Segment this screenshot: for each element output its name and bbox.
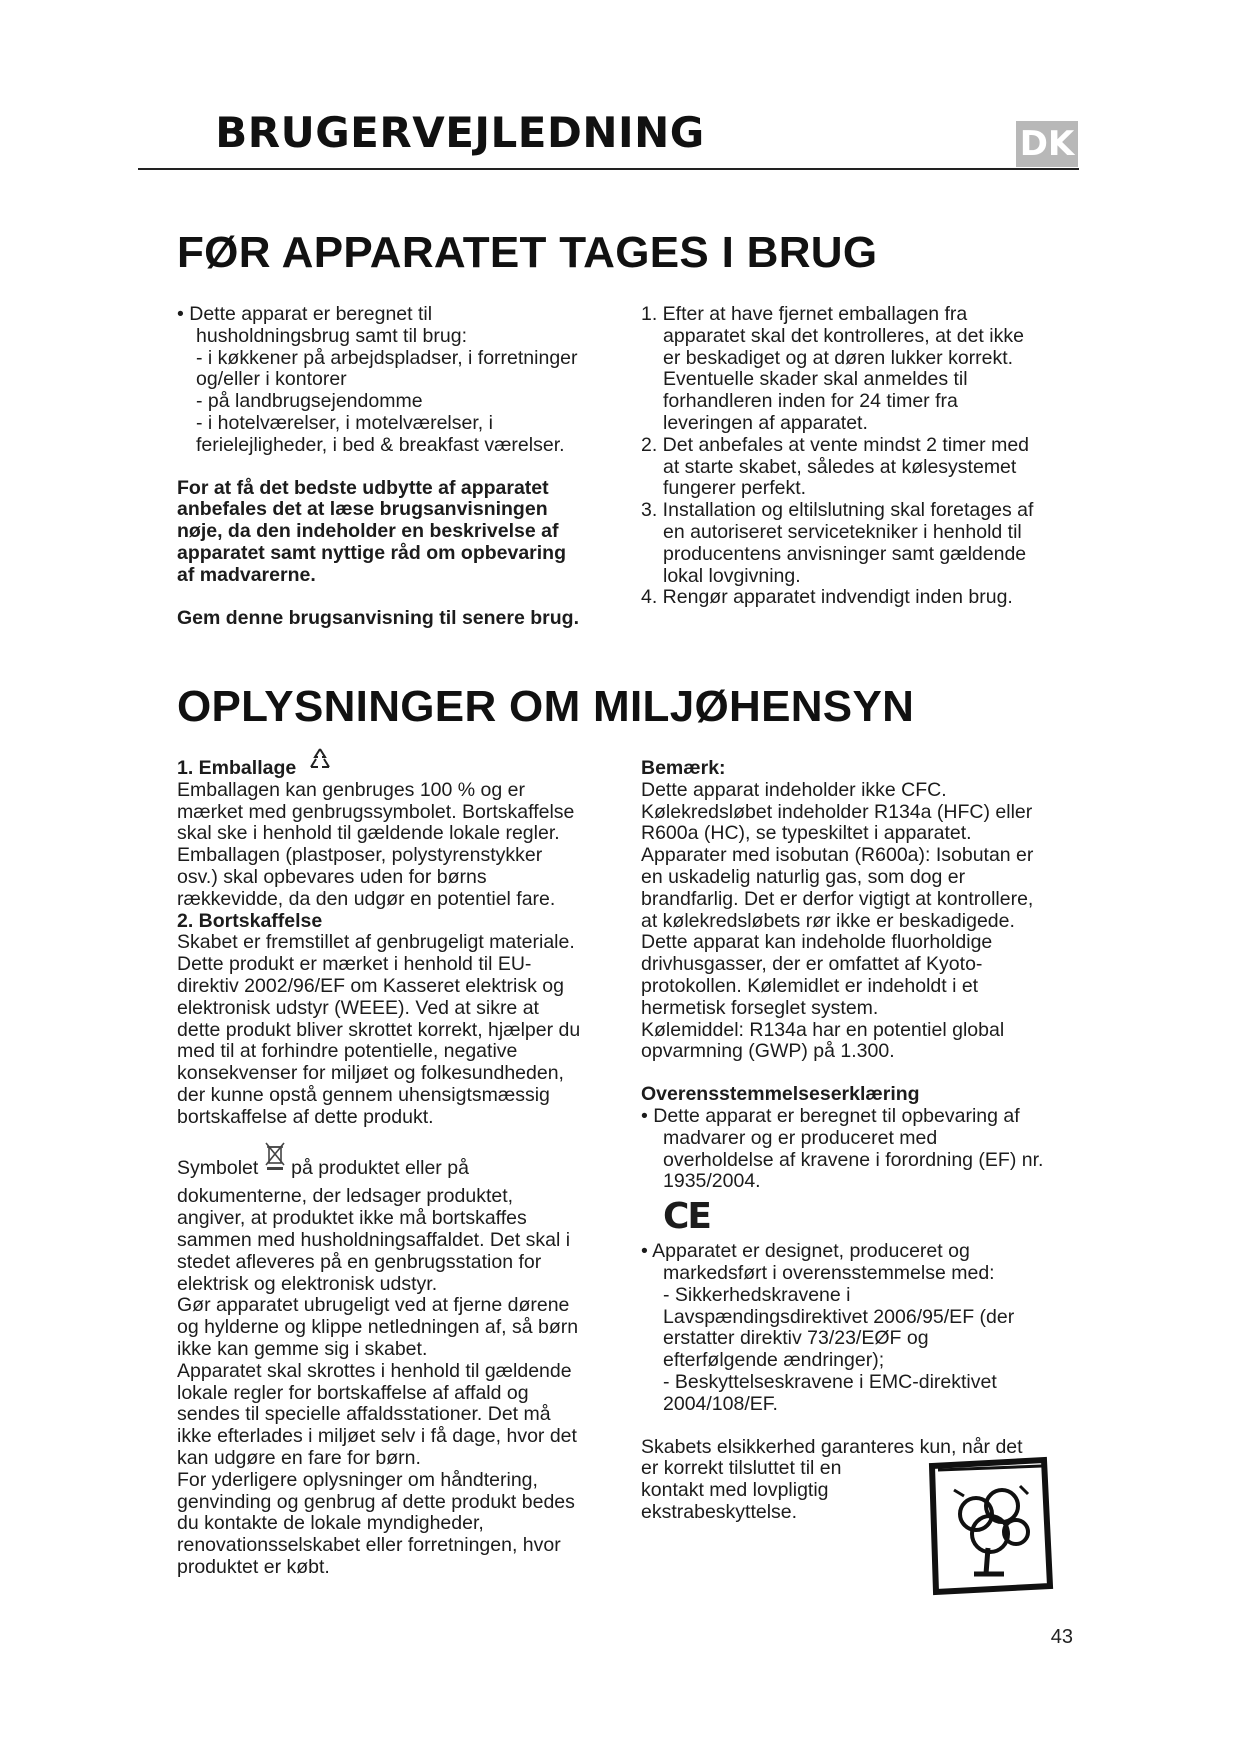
usage-line: husholdningsbrug samt til brug: [196, 324, 467, 347]
conformity-line: 1935/2004. [663, 1170, 761, 1193]
section2-left-column [177, 758, 617, 1579]
note-line: Apparater med isobutan (R600a): Isobutan er [641, 844, 1034, 867]
disposal-line: bortskaffelse af dette produkt. [177, 1105, 434, 1128]
item-line: at starte skabet, således at kølesystemet [663, 455, 1017, 478]
item-line: 4. Rengør apparatet indvendigt inden brug. [641, 586, 1013, 609]
note-line: Kølemiddel: R134a har en potentiel global [641, 1018, 1005, 1041]
symbol-line: Gør apparatet ubrugeligt ved at fjerne dørene [177, 1294, 570, 1317]
item-line: apparatet skal det kontrolleres, at det ikke [663, 324, 1024, 347]
conformity-line: madvarer og er produceret med [663, 1126, 938, 1149]
packaging-line: mærket med genbrugssymbolet. Bortskaffelse [177, 800, 575, 823]
conformity-line: markedsført i overensstemmelse med: [663, 1261, 995, 1284]
symbol-line: ikke efterlades i miljøet selv i få dage, hvor det [177, 1425, 577, 1448]
conformity-line: • Apparatet er designet, produceret og [641, 1240, 970, 1263]
usage-line: ferielejligheder, i bed & breakfast værelser. [196, 433, 565, 456]
usage-list [177, 326, 617, 457]
item-line: er beskadiget og at døren lukker korrekt. [663, 346, 1014, 369]
recommendation-line: af madvarerne. [177, 563, 316, 586]
symbol-line: elektrisk og elektronisk udstyr. [177, 1272, 438, 1295]
symbol-line: ikke kan gemme sig i skabet. [177, 1337, 428, 1360]
safety-line: ekstrabeskyttelse. [641, 1500, 798, 1523]
disposal-line: elektronisk udstyr (WEEE). Ved at sikre at [177, 996, 539, 1019]
note-line: Dette apparat kan indeholde fluorholdige [641, 931, 993, 954]
item-line: forhandleren inden for 24 timer fra [663, 390, 958, 413]
disposal-line: Dette produkt er mærket i henhold til EU- [177, 953, 532, 976]
safety-line: Skabets elsikkerhed garanteres kun, når det [641, 1435, 1023, 1458]
symbol-line: angiver, at produktet ikke må bortskaffes [177, 1207, 527, 1230]
header-divider [138, 168, 1079, 170]
note-line: Kølekredsløbet indeholder R134a (HFC) eller [641, 800, 1033, 823]
packaging-line: Emballagen kan genbruges 100 % og er [177, 778, 525, 801]
symbol-post-text: på produktet eller på [291, 1156, 469, 1179]
item-line: leveringen af apparatet. [663, 411, 868, 434]
note-line: opvarmning (GWP) på 1.300. [641, 1040, 895, 1063]
intro-line: • Dette apparat er beregnet til [177, 303, 433, 325]
conformity-line: erstatter direktiv 73/23/EØF og [663, 1327, 929, 1350]
conformity-line: overholdelse af kravene i forordning (EF) nr. [663, 1148, 1044, 1171]
crossed-bin-icon [264, 1141, 286, 1177]
disposal-line: der kunne opstå gennem uhensigtsmæssig [177, 1083, 550, 1106]
item-line: fungerer perfekt. [663, 477, 807, 500]
recommendation-line: For at få det bedste udbytte af apparatet [177, 476, 549, 499]
conformity-line: • Dette apparat er beregnet til opbevaring af [641, 1104, 1020, 1127]
page-number: 43 [1050, 1626, 1073, 1648]
note-line: at kølekredsløbets rør ikke er beskadigede. [641, 909, 1015, 932]
symbol-pre-text: Symbolet [177, 1156, 264, 1179]
symbol-line: stedet afleveres på en genbrugsstation for [177, 1250, 542, 1273]
disposal-line: Skabet er fremstillet af genbrugeligt materiale. [177, 931, 575, 954]
conformity-line: Lavspændingsdirektivet 2006/95/EF (der [663, 1305, 1015, 1328]
packaging-heading [177, 758, 617, 780]
item-line: Eventuelle skader skal anmeldes til [663, 368, 968, 391]
symbol-line: lokale regler for bortskaffelse af affald og [177, 1381, 529, 1404]
item-line: lokal lovgivning. [663, 564, 801, 587]
disposal-line: dette produkt bliver skrottet korrekt, hjælper du [177, 1018, 581, 1041]
usage-line: - på landbrugsejendomme [196, 390, 423, 413]
note-heading: Bemærk: [641, 757, 726, 779]
conformity-heading: Overensstemmelseserklæring [641, 1083, 920, 1106]
section1-left-column [177, 304, 617, 629]
item-line: en autoriseret servicetekniker i henhold til [663, 520, 1022, 543]
note-line: R600a (HC), se typeskiltet i apparatet. [641, 822, 972, 845]
conformity-line: - Sikkerhedskravene i [663, 1283, 851, 1306]
conformity-line: efterfølgende ændringer); [663, 1349, 885, 1372]
packaging-line: skal ske i henhold til gældende lokale regler. [177, 822, 560, 845]
section1-right-column [641, 304, 1081, 609]
language-badge: DK [1016, 121, 1078, 167]
numbered-item [641, 435, 1081, 500]
safety-line: er korrekt tilsluttet til en [641, 1457, 842, 1480]
section2-right-column [641, 758, 1081, 1524]
symbol-line: sendes til specielle affaldsstationer. Det må [177, 1403, 551, 1426]
packaging-line: Emballagen (plastposer, polystyrenstykker [177, 844, 543, 867]
recycle-icon [308, 747, 332, 777]
item-line: 3. Installation og eltilslutning skal foretages af [641, 499, 1034, 522]
recommendation-line: nøje, da den indeholder en beskrivelse af [177, 520, 559, 543]
disposal-line: direktiv 2002/96/EF om Kasseret elektrisk og [177, 974, 564, 997]
disposal-line: med til at forhindre potentielle, negative [177, 1040, 518, 1063]
item-line: 2. Det anbefales at vente mindst 2 timer med [641, 433, 1030, 456]
note-line: hermetisk forseglet system. [641, 996, 879, 1019]
note-line: drivhusgasser, der er omfattet af Kyoto- [641, 953, 983, 976]
tree-stamp-icon [924, 1456, 1056, 1596]
symbol-line: For yderligere oplysninger om håndtering, [177, 1468, 538, 1491]
ce-mark-icon: CE [663, 1196, 711, 1238]
recommendation-line: anbefales det at læse brugsanvisningen [177, 498, 548, 521]
recommendation-paragraph [177, 478, 617, 587]
note-line: en uskadelig naturlig gas, som dog er [641, 865, 966, 888]
usage-line: - i hotelværelser, i motelværelser, i [196, 411, 493, 434]
recommendation-line: apparatet samt nyttige råd om opbevaring [177, 541, 567, 564]
note-line: Dette apparat indeholder ikke CFC. [641, 778, 947, 801]
section2-title: OPLYSNINGER OM MILJØHENSYN [177, 682, 915, 731]
conformity-line: 2004/108/EF. [663, 1392, 778, 1415]
symbol-line: og hylderne og klippe netledningen af, så børn [177, 1316, 579, 1339]
packaging-line: rækkevidde, da den udgør en potentiel fare. [177, 887, 556, 910]
symbol-line: du kontakte de lokale myndigheder, [177, 1512, 484, 1535]
item-line: 1. Efter at have fjernet emballagen fra [641, 303, 968, 325]
numbered-item [641, 587, 1081, 609]
symbol-line: Apparatet skal skrottes i henhold til gældende [177, 1359, 572, 1382]
usage-line: - i køkkener på arbejdspladser, i forretninger [196, 346, 578, 369]
symbol-line: kan udgøre en fare for børn. [177, 1446, 421, 1469]
symbol-line: dokumenterne, der ledsager produktet, [177, 1185, 514, 1208]
symbol-line: renovationsselskabet eller forretningen, hvor [177, 1534, 561, 1557]
conformity-line: - Beskyttelseskravene i EMC-direktivet [663, 1370, 997, 1393]
symbol-line: sammen med husholdningsaffaldet. Det skal i [177, 1228, 571, 1251]
note-line: protokollen. Kølemidlet er indeholdt i et [641, 974, 979, 997]
disposal-heading: 2. Bortskaffelse [177, 909, 323, 932]
packaging-line: osv.) skal opbevares uden for børns [177, 865, 487, 888]
note-line: brandfarlig. Det er derfor vigtigt at kontrollere, [641, 887, 1034, 910]
usage-line: og/eller i kontorer [196, 368, 347, 391]
symbol-line: genvinding og genbrug af dette produkt bedes [177, 1490, 575, 1513]
safety-line: kontakt med lovpligtig [641, 1479, 829, 1502]
keep-manual-note: Gem denne brugsanvisning til senere brug. [177, 606, 579, 629]
item-line: producentens anvisninger samt gældende [663, 542, 1027, 565]
numbered-item [641, 500, 1081, 587]
section1-title: FØR APPARATET TAGES I BRUG [177, 228, 878, 277]
header-title: BRUGERVEJLEDNING [215, 108, 705, 157]
symbol-line: produktet er købt. [177, 1555, 330, 1578]
symbol-line [177, 1151, 617, 1187]
disposal-line: konsekvenser for miljøet og folkesundheden, [177, 1062, 564, 1085]
packaging-heading-text: 1. Emballage [177, 757, 297, 779]
numbered-item [641, 304, 1081, 435]
